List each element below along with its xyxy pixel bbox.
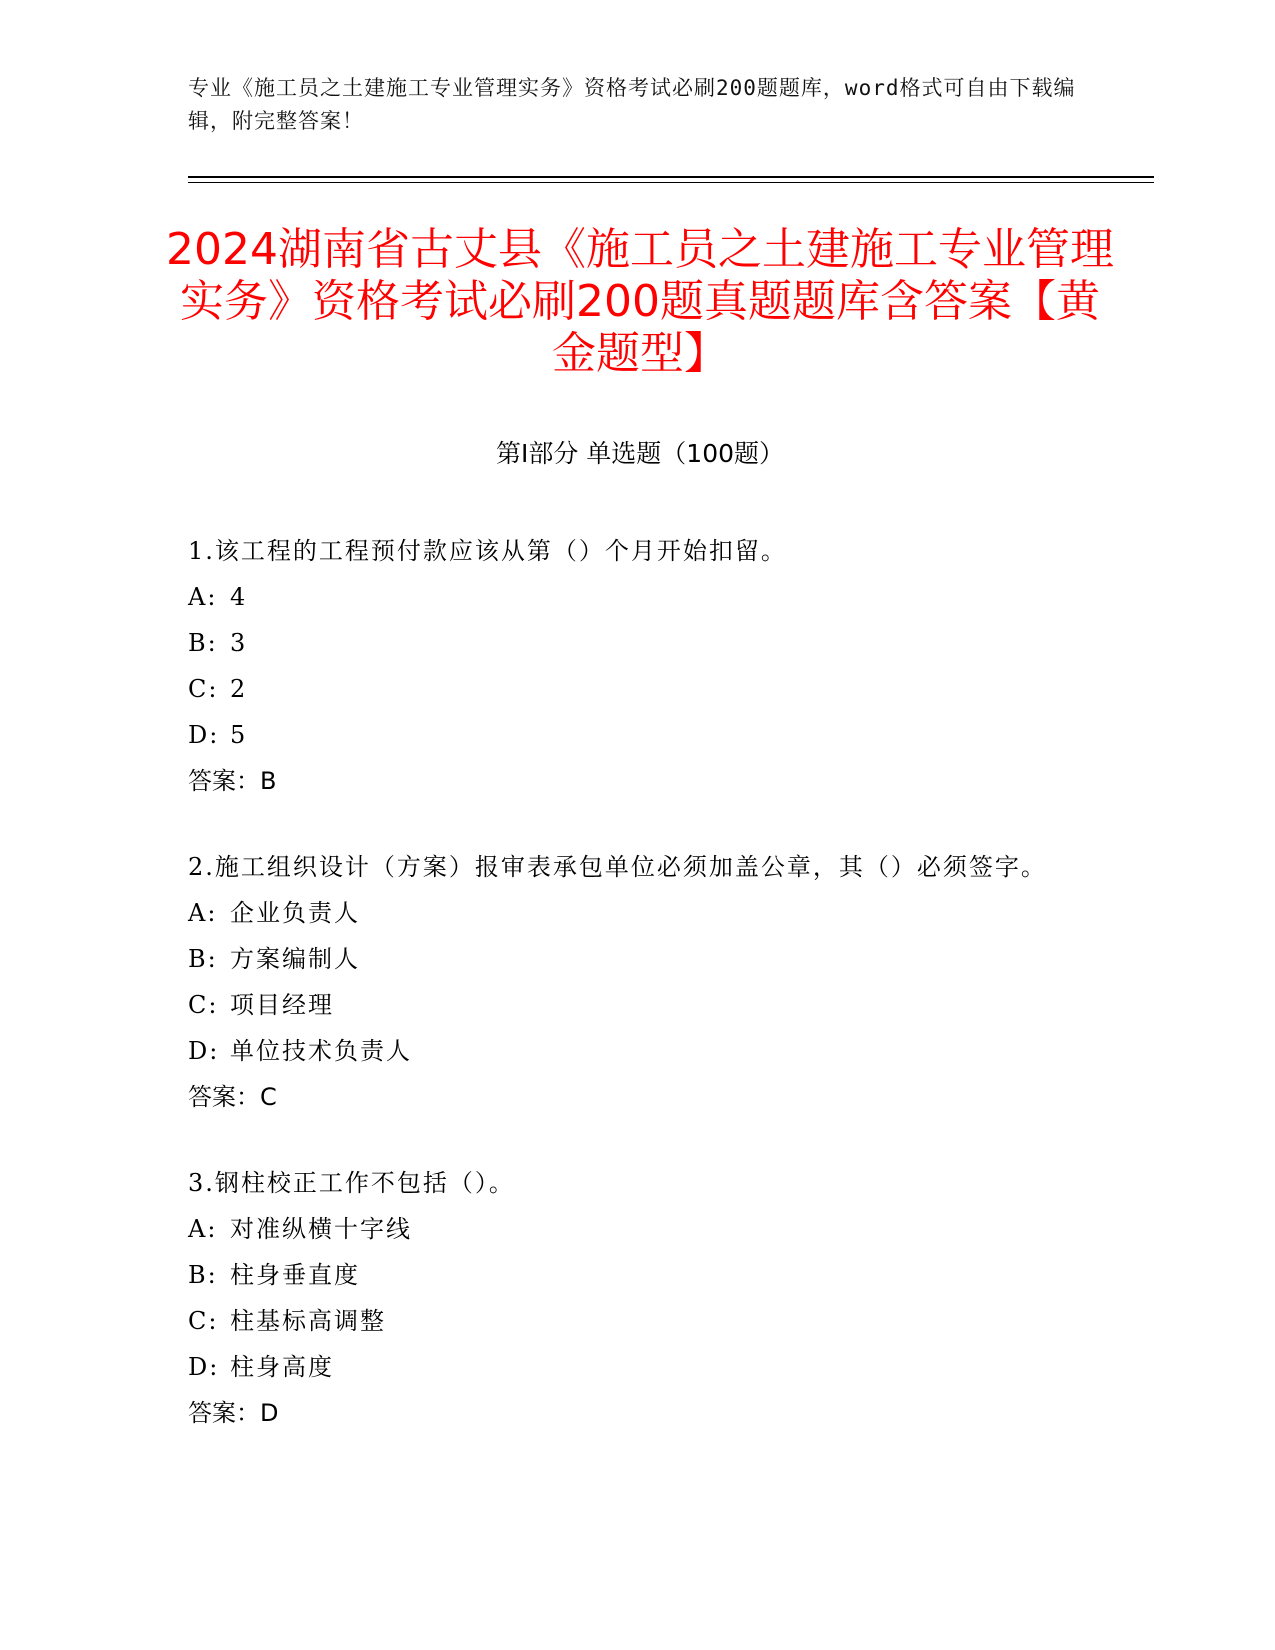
option-text: 柱身高度	[230, 1353, 334, 1381]
header-divider-thin	[188, 182, 1154, 183]
option-c	[188, 666, 1068, 712]
option-text: 企业负责人	[230, 899, 360, 927]
option-key: A:	[188, 583, 218, 611]
answer-line: 答案：D	[188, 1399, 279, 1427]
option-text: 柱基标高调整	[230, 1307, 386, 1335]
option-d	[188, 712, 1068, 758]
option-a	[188, 890, 1068, 936]
option-text: 4	[230, 583, 248, 611]
option-key: A:	[188, 899, 218, 927]
header-divider	[188, 176, 1154, 178]
option-key: B:	[188, 629, 218, 657]
option-text: 柱身垂直度	[230, 1261, 360, 1289]
question-list	[188, 528, 1068, 1476]
question-2	[188, 844, 1068, 1120]
option-text: 单位技术负责人	[230, 1037, 412, 1065]
option-key: B:	[188, 945, 218, 973]
option-a	[188, 1206, 1068, 1252]
answer-line: 答案：B	[188, 767, 277, 795]
option-d	[188, 1344, 1068, 1390]
option-key: C:	[188, 991, 219, 1019]
option-key: D:	[188, 721, 220, 749]
option-key: B:	[188, 1261, 218, 1289]
option-text: 方案编制人	[230, 945, 360, 973]
question-stem: 3.钢柱校正工作不包括（）。	[188, 1169, 515, 1197]
header-note: 专业《施工员之土建施工专业管理实务》资格考试必刷200题题库，word格式可自由下载编辑，附完整答案！	[188, 76, 1076, 133]
option-key: D:	[188, 1037, 220, 1065]
option-c	[188, 1298, 1068, 1344]
option-text: 对准纵横十字线	[230, 1215, 412, 1243]
option-text: 5	[230, 721, 248, 749]
option-b	[188, 936, 1068, 982]
option-text: 3	[230, 629, 248, 657]
question-stem: 1.该工程的工程预付款应该从第（）个月开始扣留。	[188, 537, 787, 565]
option-text: 2	[230, 675, 248, 703]
option-b	[188, 1252, 1068, 1298]
question-3	[188, 1160, 1068, 1436]
option-b	[188, 620, 1068, 666]
question-stem: 2.施工组织设计（方案）报审表承包单位必须加盖公章，其（）必须签字。	[188, 853, 1047, 881]
question-1	[188, 528, 1068, 804]
document-title: 2024湖南省古丈县《施工员之土建施工专业管理实务》资格考试必刷200题真题题库含答案【黄金题型】	[166, 224, 1114, 379]
option-key: C:	[188, 675, 219, 703]
option-key: C:	[188, 1307, 219, 1335]
answer-line: 答案：C	[188, 1083, 277, 1111]
section-heading: 第Ⅰ部分 单选题（100题）	[495, 439, 785, 468]
option-key: A:	[188, 1215, 218, 1243]
option-c	[188, 982, 1068, 1028]
option-key: D:	[188, 1353, 220, 1381]
option-a	[188, 574, 1068, 620]
option-text: 项目经理	[230, 991, 334, 1019]
option-d	[188, 1028, 1068, 1074]
